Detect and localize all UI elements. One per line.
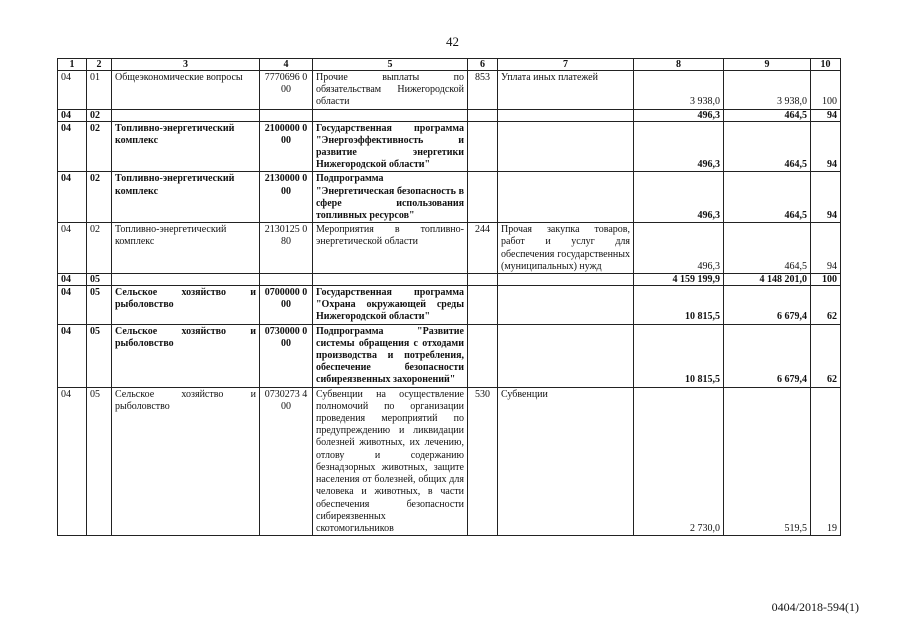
table-row bbox=[58, 274, 841, 286]
program-name-cell: Подпрограмма "Развитие системы обращения с отходами производства и потребления, обеспечение безопасности сибиреязвенных захоронений" bbox=[313, 324, 468, 387]
program-name-cell: Подпрограмма "Энергетическая безопасность в сфере использования топливных ресурсов" bbox=[313, 172, 468, 223]
header-cell-2: 2 bbox=[87, 59, 112, 71]
subsection-code-cell: 05 bbox=[87, 274, 112, 286]
actual-amount-cell: 464,5 bbox=[724, 223, 811, 274]
section-code-cell: 04 bbox=[58, 121, 87, 172]
header-cell-10: 10 bbox=[811, 59, 841, 71]
expense-type-name-cell: Уплата иных платежей bbox=[498, 71, 634, 110]
table-row bbox=[58, 387, 841, 535]
expense-type-name-cell: Субвенции bbox=[498, 387, 634, 535]
section-code-cell: 04 bbox=[58, 172, 87, 223]
program-name-cell bbox=[313, 274, 468, 286]
planned-amount-cell: 10 815,5 bbox=[634, 286, 724, 325]
actual-amount-cell: 464,5 bbox=[724, 109, 811, 121]
percent-cell: 100 bbox=[811, 274, 841, 286]
expense-type-code-cell: 530 bbox=[468, 387, 498, 535]
actual-amount-cell: 6 679,4 bbox=[724, 324, 811, 387]
expense-type-name-cell bbox=[498, 324, 634, 387]
section-name-cell: Сельское хозяйство и рыболовство bbox=[112, 324, 260, 387]
percent-cell: 62 bbox=[811, 324, 841, 387]
subsection-code-cell: 02 bbox=[87, 223, 112, 274]
program-name-cell bbox=[313, 109, 468, 121]
actual-amount-cell: 3 938,0 bbox=[724, 71, 811, 110]
target-code-cell: 2100000 000 bbox=[260, 121, 313, 172]
program-name-cell: Субвенции на осуществление полномочий по организации проведения мероприятий по предупреждению и ликвидации болезней животных, их лечению, отлову и содержанию безнадзорных животных, защите населения от болезней, общих для человека и животных, в части обеспечения безопасности сибиреязвенных скотомогильников bbox=[313, 387, 468, 535]
section-code-cell: 04 bbox=[58, 324, 87, 387]
page-number: 42 bbox=[446, 34, 459, 49]
program-name-cell: Государственная программа "Охрана окружающей среды Нижегородской области" bbox=[313, 286, 468, 325]
expense-type-code-cell bbox=[468, 172, 498, 223]
planned-amount-cell: 496,3 bbox=[634, 109, 724, 121]
planned-amount-cell: 3 938,0 bbox=[634, 71, 724, 110]
planned-amount-cell: 496,3 bbox=[634, 172, 724, 223]
actual-amount-cell: 464,5 bbox=[724, 172, 811, 223]
header-cell-6: 6 bbox=[468, 59, 498, 71]
section-code-cell: 04 bbox=[58, 71, 87, 110]
expense-type-name-cell bbox=[498, 172, 634, 223]
table-row bbox=[58, 71, 841, 110]
document-code: 0404/2018-594(1) bbox=[771, 600, 859, 614]
expense-type-name-cell: Прочая закупка товаров, работ и услуг для обеспечения государственных (муниципальных) нужд bbox=[498, 223, 634, 274]
subsection-code-cell: 01 bbox=[87, 71, 112, 110]
target-code-cell bbox=[260, 274, 313, 286]
planned-amount-cell: 4 159 199,9 bbox=[634, 274, 724, 286]
target-code-cell bbox=[260, 109, 313, 121]
section-code-cell: 04 bbox=[58, 109, 87, 121]
section-name-cell bbox=[112, 109, 260, 121]
subsection-code-cell: 02 bbox=[87, 121, 112, 172]
planned-amount-cell: 496,3 bbox=[634, 121, 724, 172]
table-row bbox=[58, 286, 841, 325]
planned-amount-cell: 496,3 bbox=[634, 223, 724, 274]
program-name-cell: Государственная программа "Энергоэффективность и развитие энергетики Нижегородской области" bbox=[313, 121, 468, 172]
section-name-cell: Топливно-энергетический комплекс bbox=[112, 121, 260, 172]
header-cell-9: 9 bbox=[724, 59, 811, 71]
section-name-cell bbox=[112, 274, 260, 286]
target-code-cell: 2130125 080 bbox=[260, 223, 313, 274]
planned-amount-cell: 2 730,0 bbox=[634, 387, 724, 535]
percent-cell: 94 bbox=[811, 121, 841, 172]
header-cell-7: 7 bbox=[498, 59, 634, 71]
section-name-cell: Сельское хозяйство и рыболовство bbox=[112, 387, 260, 535]
section-name-cell: Топливно-энергетический комплекс bbox=[112, 223, 260, 274]
actual-amount-cell: 4 148 201,0 bbox=[724, 274, 811, 286]
expense-type-name-cell bbox=[498, 121, 634, 172]
section-code-cell: 04 bbox=[58, 286, 87, 325]
subsection-code-cell: 05 bbox=[87, 324, 112, 387]
section-code-cell: 04 bbox=[58, 274, 87, 286]
section-name-cell: Топливно-энергетический комплекс bbox=[112, 172, 260, 223]
header-cell-5: 5 bbox=[313, 59, 468, 71]
table-row bbox=[58, 172, 841, 223]
expense-type-name-cell bbox=[498, 274, 634, 286]
table-row bbox=[58, 121, 841, 172]
header-cell-3: 3 bbox=[112, 59, 260, 71]
expense-type-code-cell: 244 bbox=[468, 223, 498, 274]
section-code-cell: 04 bbox=[58, 387, 87, 535]
target-code-cell: 0700000 000 bbox=[260, 286, 313, 325]
actual-amount-cell: 464,5 bbox=[724, 121, 811, 172]
percent-cell: 19 bbox=[811, 387, 841, 535]
program-name-cell: Прочие выплаты по обязательствам Нижегородской области bbox=[313, 71, 468, 110]
subsection-code-cell: 05 bbox=[87, 387, 112, 535]
percent-cell: 94 bbox=[811, 109, 841, 121]
percent-cell: 100 bbox=[811, 71, 841, 110]
target-code-cell: 0730000 000 bbox=[260, 324, 313, 387]
actual-amount-cell: 519,5 bbox=[724, 387, 811, 535]
expense-type-code-cell bbox=[468, 324, 498, 387]
expense-type-code-cell bbox=[468, 109, 498, 121]
table-row bbox=[58, 109, 841, 121]
percent-cell: 62 bbox=[811, 286, 841, 325]
planned-amount-cell: 10 815,5 bbox=[634, 324, 724, 387]
percent-cell: 94 bbox=[811, 172, 841, 223]
target-code-cell: 7770696 000 bbox=[260, 71, 313, 110]
expense-type-code-cell: 853 bbox=[468, 71, 498, 110]
section-code-cell: 04 bbox=[58, 223, 87, 274]
header-cell-8: 8 bbox=[634, 59, 724, 71]
target-code-cell: 0730273 400 bbox=[260, 387, 313, 535]
header-row bbox=[58, 59, 841, 71]
subsection-code-cell: 05 bbox=[87, 286, 112, 325]
expense-type-code-cell bbox=[468, 286, 498, 325]
percent-cell: 94 bbox=[811, 223, 841, 274]
actual-amount-cell: 6 679,4 bbox=[724, 286, 811, 325]
subsection-code-cell: 02 bbox=[87, 172, 112, 223]
subsection-code-cell: 02 bbox=[87, 109, 112, 121]
table-row bbox=[58, 324, 841, 387]
expense-type-name-cell bbox=[498, 109, 634, 121]
header-cell-1: 1 bbox=[58, 59, 87, 71]
section-name-cell: Общеэкономические вопросы bbox=[112, 71, 260, 110]
target-code-cell: 2130000 000 bbox=[260, 172, 313, 223]
expense-type-name-cell bbox=[498, 286, 634, 325]
expense-type-code-cell bbox=[468, 121, 498, 172]
expense-type-code-cell bbox=[468, 274, 498, 286]
header-cell-4: 4 bbox=[260, 59, 313, 71]
program-name-cell: Мероприятия в топливно-энергетической области bbox=[313, 223, 468, 274]
budget-table bbox=[57, 58, 841, 536]
section-name-cell: Сельское хозяйство и рыболовство bbox=[112, 286, 260, 325]
table-row bbox=[58, 223, 841, 274]
